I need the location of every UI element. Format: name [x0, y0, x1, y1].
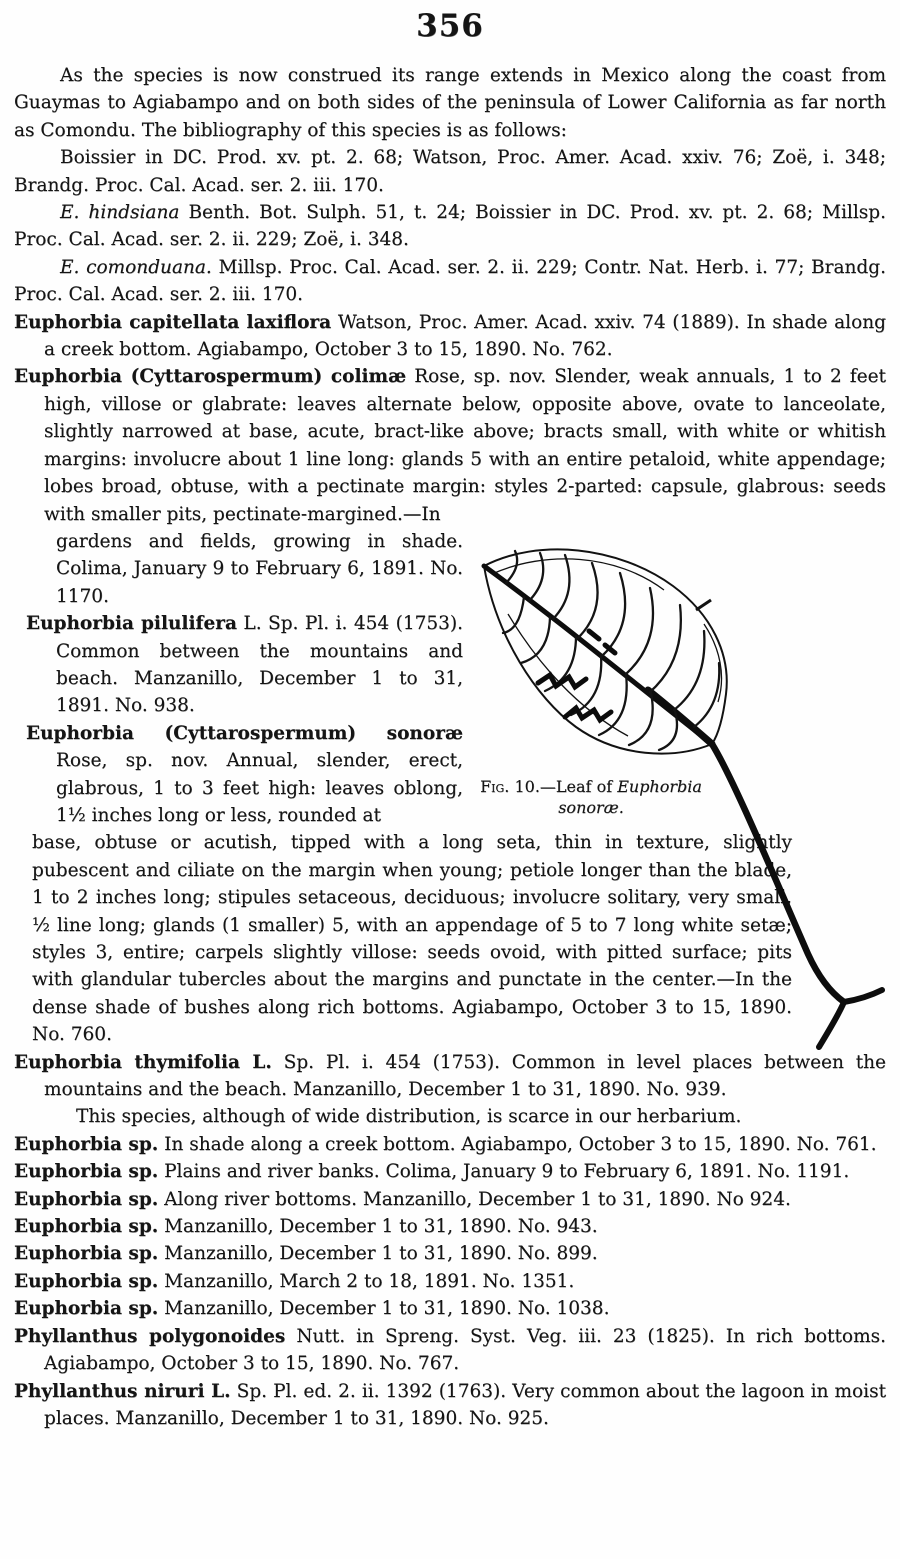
- bibliography-ref: Millsp. Proc. Cal. Acad. ser. 2. ii. 229; Contr. Nat. Herb. i. 77; Brandg. Proc. Cal. Acad. ser. 2. iii. 170.: [14, 256, 886, 306]
- entry-euphorbia-sp-943: [14, 1213, 886, 1240]
- entry-text: Rose, sp. nov. Slender, weak annuals, 1 to 2 feet high, villose or glabrate: leaves alternate below, opposite above, ovate to lanceolate, slightly narrowed at base, acute, bract-like above; bracts small, with white or whitish margins: involucre about 1 line long: glands 5 with an entire petaloid, white appendage; lobes broad, obtuse, with a pectinate margin: styles 2-parted: capsule, glabrous: seeds with smaller pits, pectinate-margined.—In: [44, 366, 886, 525]
- entry-text: Manzanillo, March 2 to 18, 1891. No. 1351.: [164, 1270, 575, 1292]
- figure-leaf: [468, 544, 898, 1089]
- entry-euphorbia-sp-761: [14, 1131, 886, 1158]
- species-name: Euphorbia sp.: [14, 1298, 159, 1320]
- figure-caption: [476, 776, 706, 818]
- entry-text: Manzanillo, December 1 to 31, 1890. No. 943.: [164, 1216, 598, 1238]
- entry-text: Plains and river banks. Colima, January 9 to February 6, 1891. No. 1191.: [164, 1161, 850, 1183]
- entry-text: Nutt. in Spreng. Syst. Veg. iii. 23 (1825). In rich bottoms. Agiabampo, October 3 to 15, 1890. No. 767.: [44, 1325, 886, 1375]
- entry-euphorbia-sp-1038: [14, 1295, 886, 1322]
- species-name: Euphorbia sp.: [14, 1188, 159, 1210]
- entry-phyllanthus-polygonoides: [14, 1323, 886, 1378]
- entry-text: Manzanillo, December 1 to 31, 1890. No. 899.: [164, 1243, 598, 1265]
- entry-euphorbia-colimae-continued: gardens and fields, growing in shade. Colima, January 9 to February 6, 1891. No. 1170.: [56, 530, 463, 607]
- entry-text: Watson, Proc. Amer. Acad. xxiv. 74 (1889). In shade along a creek bottom. Agiabampo, October 3 to 15, 1890. No. 762.: [44, 311, 886, 361]
- species-name: Euphorbia thymifolia L.: [14, 1051, 272, 1073]
- species-name: Phyllanthus niruri L.: [14, 1380, 231, 1402]
- species-synonym-comonduana: E. comonduana.: [60, 256, 212, 278]
- caption-species-name: Euphorbia sonoræ.: [558, 777, 702, 817]
- intro-paragraph: As the species is now construed its range extends in Mexico along the coast from Guaymas to Agiabampo and on both sides of the peninsula of Lower California as far north as Comondu. The bibliography of this species is as follows:: [14, 65, 886, 141]
- thymifolia-note: This species, although of wide distribution, is scarce in our herbarium.: [76, 1106, 742, 1128]
- entry-text: In shade along a creek bottom. Agiabampo, October 3 to 15, 1890. No. 761.: [164, 1133, 877, 1155]
- entry-euphorbia-sp-1351: [14, 1268, 886, 1295]
- species-name: Phyllanthus polygonoides: [14, 1325, 286, 1347]
- species-synonym-hindsiana: E. hindsiana: [60, 202, 180, 224]
- entry-text: Sp. Pl. ed. 2. ii. 1392 (1763). Very common about the lagoon in moist places. Manzanillo, December 1 to 31, 1890. No. 925.: [44, 1380, 887, 1429]
- species-name: Euphorbia (Cyttarospermum) colimæ: [14, 366, 407, 388]
- species-name: Euphorbia sp.: [14, 1216, 159, 1238]
- entry-text: Manzanillo, December 1 to 31, 1890. No. 1038.: [164, 1298, 610, 1320]
- entry-euphorbia-capitellata-laxiflora: [14, 309, 886, 364]
- entry-phyllanthus-niruri: [14, 1378, 886, 1433]
- entry-text: Rose, sp. nov. Annual, slender, erect, glabrous, 1 to 3 feet high: leaves oblong, 1½ inches long or less, rounded at: [56, 750, 463, 826]
- bibliography-ref: Benth. Bot. Sulph. 51, t. 24; Boissier in DC. Prod. xv. pt. 2. 68; Millsp. Proc. Cal. Acad. ser. 2. ii. 229; Zoë, i. 348.: [14, 202, 886, 251]
- entry-text: Sp. Pl. i. 454 (1753). Common in level places between the mountains and the beach. Manzanillo, December 1 to 31, 1890. No. 939.: [44, 1051, 886, 1101]
- bibliography-line-3: [14, 254, 886, 309]
- figure-label: Fig. 10.: [480, 777, 540, 796]
- entry-euphorbia-sp-924: [14, 1186, 886, 1213]
- entry-euphorbia-sp-899: [14, 1240, 886, 1267]
- entry-euphorbia-sonorae-continued: base, obtuse or acutish, tipped with a long seta, thin in texture, slightly pubescent and ciliate on the margin when young; petiole longer than the blade, 1 to 2 inches long; stipules setaceous, deciduous; involucre solitary, very small, ½ line long; glands (1 smaller) 5, with an appendage of 5 to 7 long white setæ; styles 3, entire; carpels slightly villose: seeds ovoid, with pitted surface; pits with glandular tubercles about the margins and punctate in the center.—In the dense shade of bushes along rich bottoms. Agiabampo, October 3 to 15, 1890. No. 760.: [32, 832, 792, 1046]
- entry-euphorbia-colimae: [14, 363, 886, 527]
- entry-text: Along river bottoms. Manzanillo, December 1 to 31, 1890. No 924.: [164, 1188, 791, 1210]
- page-number: 356: [416, 8, 484, 44]
- text-region-top: [14, 62, 886, 528]
- bibliography-line-1: Boissier in DC. Prod. xv. pt. 2. 68; Watson, Proc. Amer. Acad. xxiv. 76; Zoë, i. 348; Brandg. Proc. Cal. Acad. ser. 2. iii. 170.: [14, 147, 886, 196]
- species-name: Euphorbia sp.: [14, 1243, 159, 1265]
- species-name: Euphorbia sp.: [14, 1161, 159, 1183]
- caption-text: —Leaf of: [539, 777, 618, 796]
- entry-text: L. Sp. Pl. i. 454 (1753). Common between the mountains and beach. Manzanillo, December 1 to 31, 1891. No. 938.: [56, 613, 464, 717]
- species-name: Euphorbia capitellata laxiflora: [14, 311, 332, 333]
- entry-euphorbia-pilulifera: [26, 610, 463, 720]
- species-name: Euphorbia sp.: [14, 1133, 159, 1155]
- species-name: Euphorbia (Cyttarospermum) sonoræ: [26, 722, 463, 744]
- entry-euphorbia-sp-1191: [14, 1158, 886, 1185]
- text-region-beside-figure: [26, 528, 463, 829]
- bibliography-line-2: [14, 199, 886, 254]
- species-name: Euphorbia pilulifera: [26, 613, 237, 635]
- text-region-bottom: [14, 1049, 886, 1433]
- entry-euphorbia-sonorae: [26, 720, 463, 830]
- species-name: Euphorbia sp.: [14, 1270, 159, 1292]
